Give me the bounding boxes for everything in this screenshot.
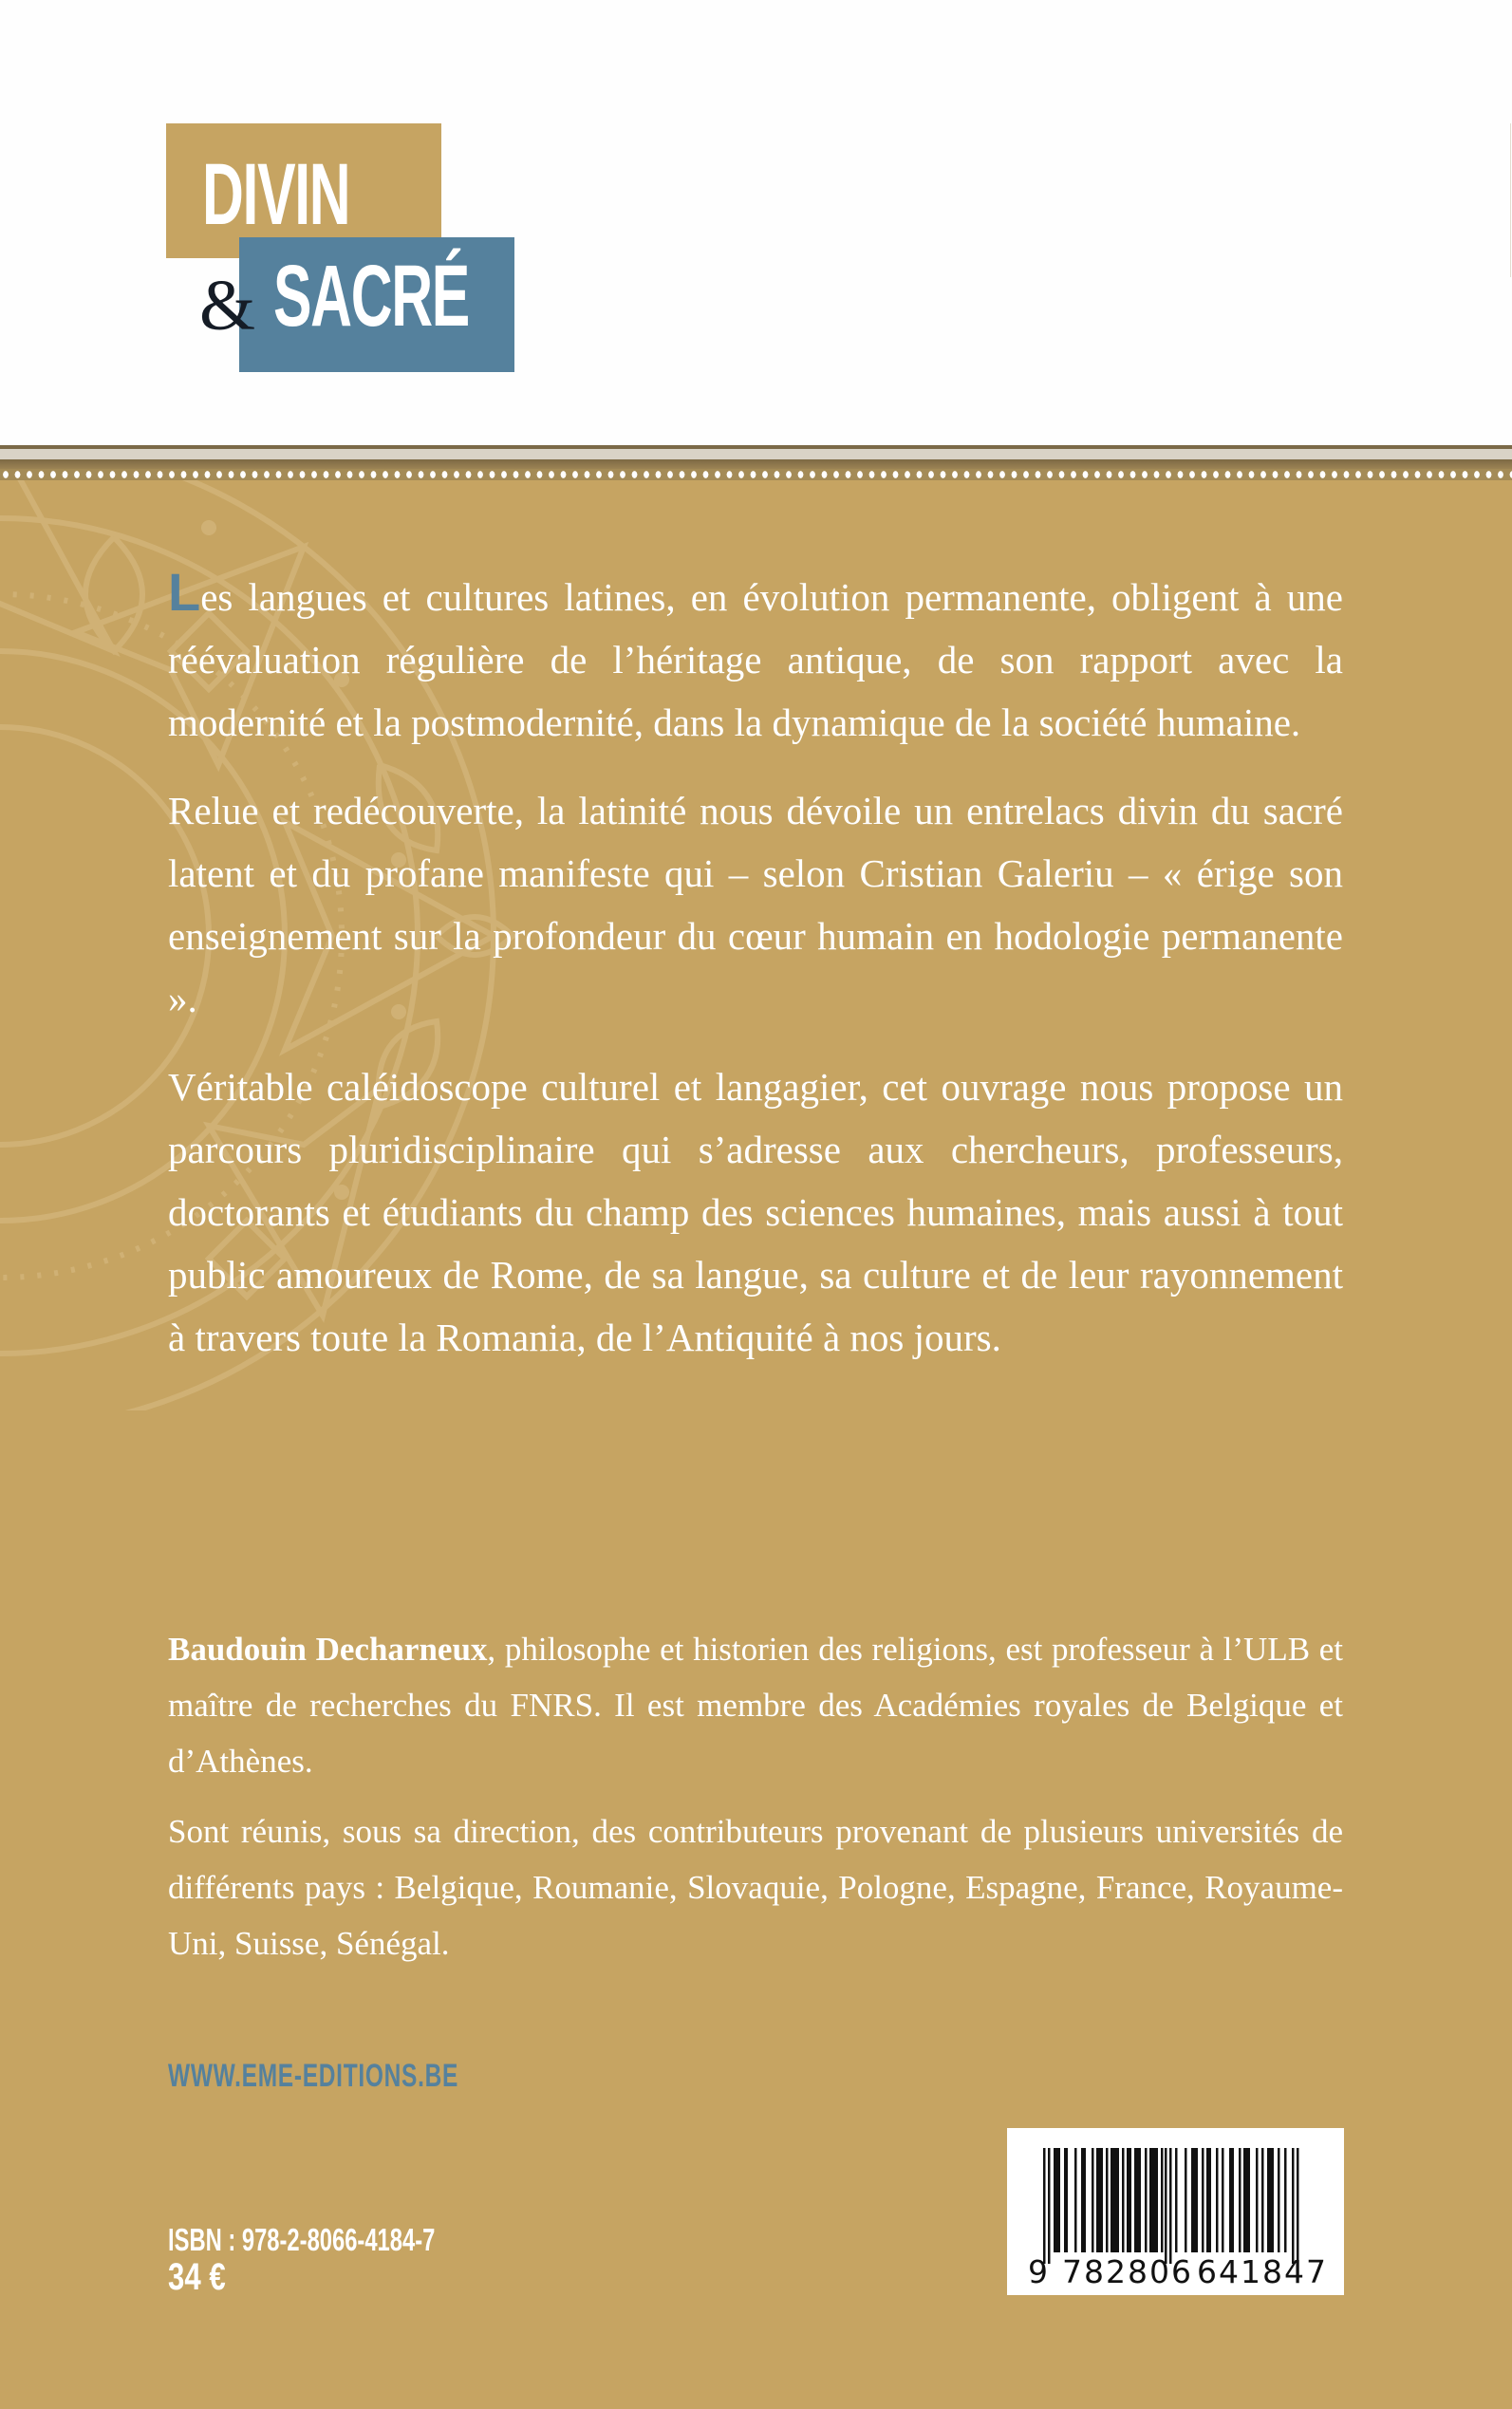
author-section (168, 1621, 1343, 1986)
blurb-paragraph-1-text: es langues et cultures latines, en évolution permanente, obligent à une réévaluation régulière de l’héritage antique, de son rapport avec la modernité et la postmodernité, dans la dynamique de la société humaine. (168, 575, 1343, 744)
decorative-border-band (0, 445, 1512, 483)
isbn-label: ISBN : 978-2-8066-4184-7 (168, 2222, 436, 2257)
dropcap-letter: L (168, 562, 201, 622)
barcode-left-group: 782806 (1062, 2253, 1193, 2290)
blurb-paragraph-1 (168, 562, 1343, 754)
barcode-bars-icon (1043, 2148, 1301, 2264)
barcode (1007, 2128, 1344, 2295)
barcode-first-digit: 9 (1028, 2253, 1049, 2290)
author-name: Baudouin Decharneux (168, 1631, 488, 1668)
band-brown-stripe (0, 459, 1512, 469)
logo-title-sacre: SACRÉ (273, 248, 469, 345)
author-bio (168, 1621, 1343, 1789)
logo-title-divin: DIVIN (202, 146, 350, 243)
logo-ampersand: & (199, 266, 256, 345)
trim-line (1510, 123, 1511, 277)
band-dotted-row (0, 469, 1512, 480)
cover-header (0, 0, 1512, 445)
barcode-number (1028, 2253, 1328, 2290)
publisher-url[interactable]: WWW.EME-EDITIONS.BE (168, 2058, 459, 2094)
band-light-stripe (0, 449, 1512, 459)
blurb-paragraph-3: Véritable caléidoscope culturel et langagier, cet ouvrage nous propose un parcours pluridisciplinaire qui s’adresse aux chercheurs, professeurs, doctorants et étudiants du champ des sciences humaines, mais aussi à tout public amoureux de Rome, de sa langue, sa culture et de leur rayonnement à travers toute la Romania, de l’Antiquité à nos jours. (168, 1065, 1343, 1359)
back-cover-blurb (168, 562, 1343, 1394)
author-bio-text: , philosophe et historien des religions, est professeur à l’ULB et maître de recherches du FNRS. Il est membre des Académies royales de Belgique et d’Athènes. (168, 1631, 1343, 1780)
barcode-right-group: 641847 (1197, 2253, 1328, 2290)
price-label: 34 € (168, 2256, 226, 2298)
blurb-paragraph-2: Relue et redécouverte, la latinité nous dévoile un entrelacs divin du sacré latent et du profane manifeste qui – selon Cristian Galeriu – « érige son enseignement sur la profondeur du cœur humain en hodologie permanente ». (168, 789, 1343, 1020)
contributors-note: Sont réunis, sous sa direction, des contributeurs provenant de plusieurs universités de différents pays : Belgique, Roumanie, Slovaquie, Pologne, Espagne, France, Royaume-Uni, Suisse, Sénégal. (168, 1813, 1343, 1962)
